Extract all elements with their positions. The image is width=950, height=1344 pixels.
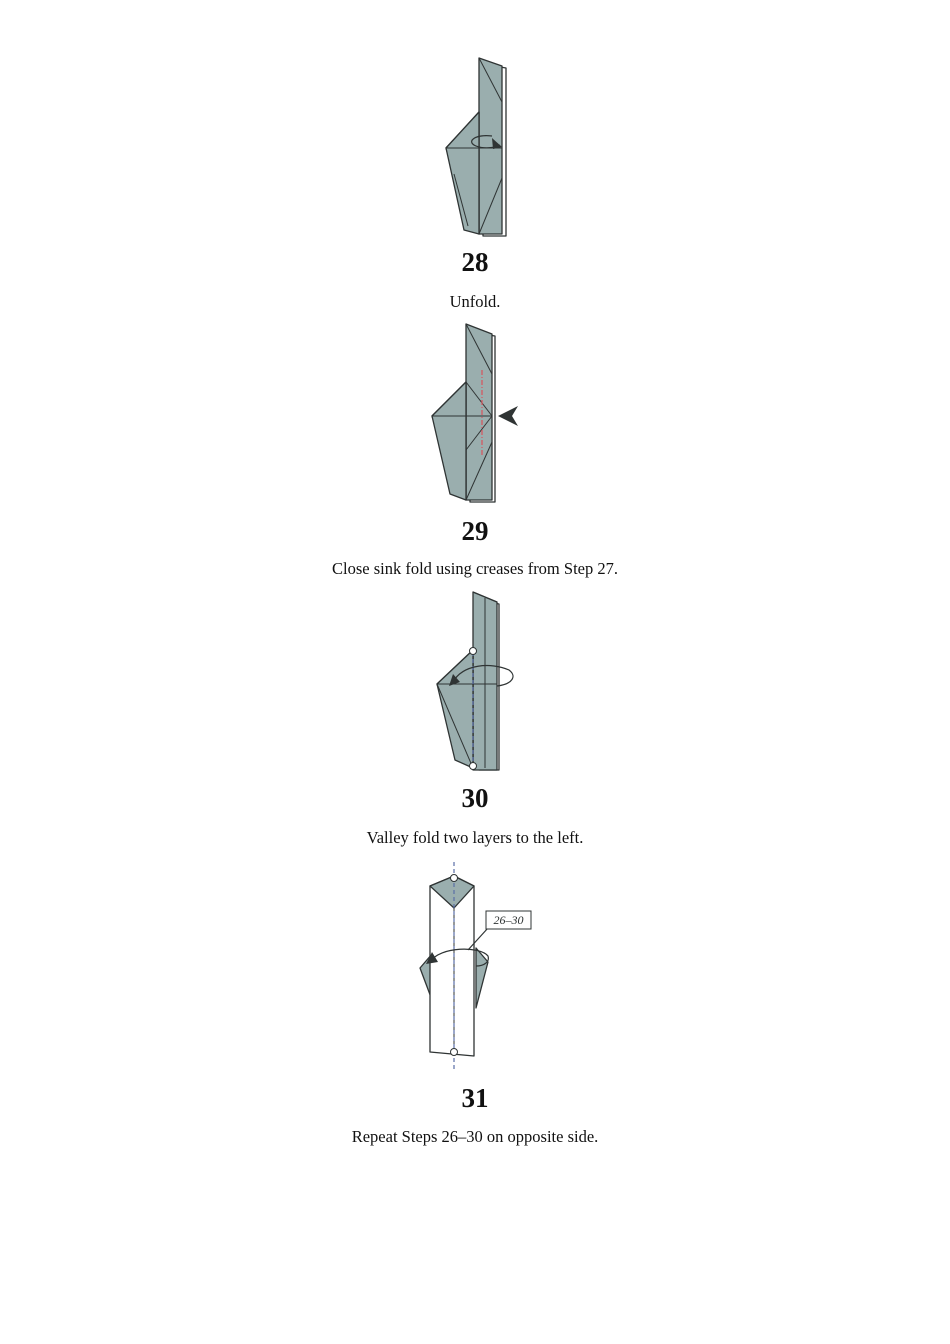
step-29-number: 29 (461, 516, 489, 546)
step-31-diagram (410, 858, 540, 1076)
step-30-diagram (425, 586, 525, 776)
step-28-number: 28 (461, 247, 489, 277)
folded-model (432, 324, 495, 502)
step-31-caption: Repeat Steps 26–30 on opposite side. (351, 1127, 599, 1146)
step-28-diagram (430, 50, 520, 240)
step-30-caption: Valley fold two layers to the left. (366, 828, 584, 847)
step-29-caption: Close sink fold using creases from Step 27. (332, 559, 618, 578)
step-30-number: 30 (461, 783, 489, 813)
step-28-caption: Unfold. (449, 292, 501, 311)
reference-point-top (470, 648, 477, 655)
folded-model (437, 592, 499, 770)
push-arrow (498, 406, 518, 426)
step-29-diagram (420, 318, 530, 508)
reference-point-bottom (451, 1049, 458, 1056)
reference-point-bottom (470, 763, 477, 770)
step-31-number: 31 (461, 1083, 489, 1113)
reference-point-top (451, 875, 458, 882)
step-reference-label: 26–30 (493, 913, 524, 927)
